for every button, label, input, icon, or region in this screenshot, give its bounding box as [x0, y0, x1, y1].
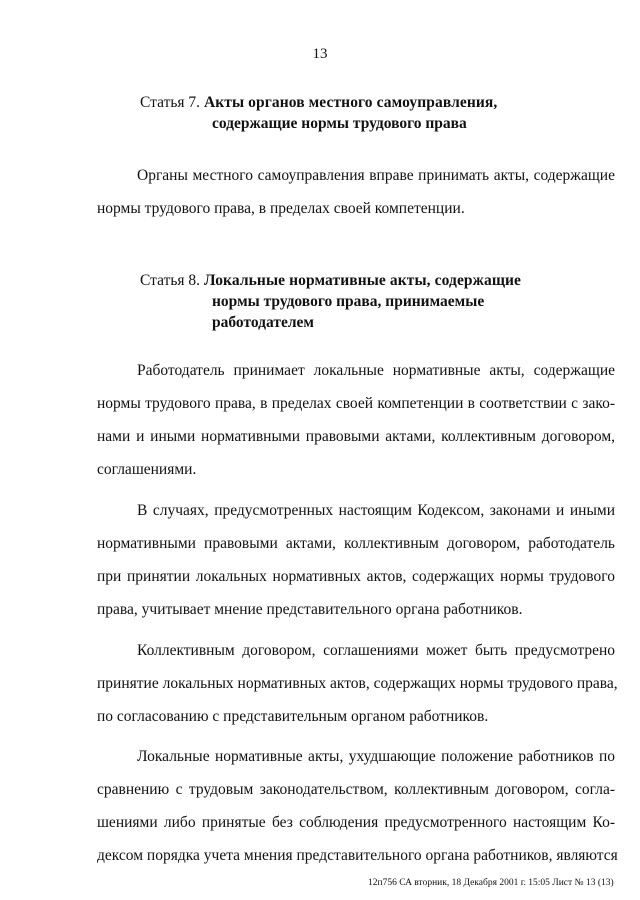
text-line: нормативными правовыми актами, коллективным договором, работодатель	[97, 535, 615, 552]
article-7-paragraph	[97, 159, 615, 225]
article-8-paragraph-1	[97, 354, 615, 486]
text-line: В случаях, предусмотренных настоящим Кодексом, законами и иными	[137, 502, 615, 519]
text-line: Коллективным договором, соглашениями может быть предусмотрено	[137, 642, 615, 659]
text-line: Органы местного самоуправления вправе принимать акты, содержащие	[137, 167, 615, 184]
article-7-title-line-2: содержащие нормы трудового права	[212, 115, 467, 132]
text-line: Локальные нормативные акты, ухудшающие положение работников по	[137, 748, 615, 765]
text-line: нормы трудового права, в пределах своей компетенции.	[97, 200, 465, 217]
text-line: при принятии локальных нормативных актов, содержащих нормы трудового	[97, 568, 615, 585]
text-line: сравнению с трудовым законодательством, коллективным договором, согла-	[97, 781, 615, 798]
text-line: принятие локальных нормативных актов, содержащих нормы трудового права,	[97, 675, 618, 692]
article-7-heading	[140, 92, 497, 134]
text-line: нами и иными нормативными правовыми актами, коллективным договором,	[97, 428, 615, 445]
article-8-number: Статья 8.	[140, 272, 201, 289]
text-line: нормы трудового права, в пределах своей компетенции в соответствии с зако-	[97, 395, 615, 412]
article-8-paragraph-2	[97, 494, 615, 626]
article-7-number: Статья 7.	[140, 94, 201, 111]
article-8-title-line-2: нормы трудового права, принимаемые	[212, 293, 485, 310]
text-line: дексом порядка учета мнения представительного органа работников, являются	[97, 847, 618, 864]
article-8-paragraph-4	[97, 740, 618, 872]
article-8-heading	[140, 270, 521, 333]
article-7-title-line-1: Акты органов местного самоуправления,	[203, 94, 498, 111]
page-number: 13	[312, 46, 328, 62]
article-8-title-line-3: работодателем	[212, 314, 314, 331]
text-line: соглашениями.	[97, 461, 197, 478]
text-line: права, учитывает мнение представительного органа работников.	[97, 601, 523, 618]
article-8-paragraph-3	[97, 634, 618, 733]
article-8-title-line-1: Локальные нормативные акты, содержащие	[203, 272, 522, 289]
text-line: Работодатель принимает локальные нормативные акты, содержащие	[137, 362, 615, 379]
text-line: шениями либо принятые без соблюдения предусмотренного настоящим Ко-	[97, 814, 615, 831]
text-line: по согласованию с представительным органом работников.	[97, 708, 489, 725]
page-footer: 12п756 СА вторник, 18 Декабря 2001 г. 15:05 Лист № 13 (13)	[368, 878, 614, 888]
